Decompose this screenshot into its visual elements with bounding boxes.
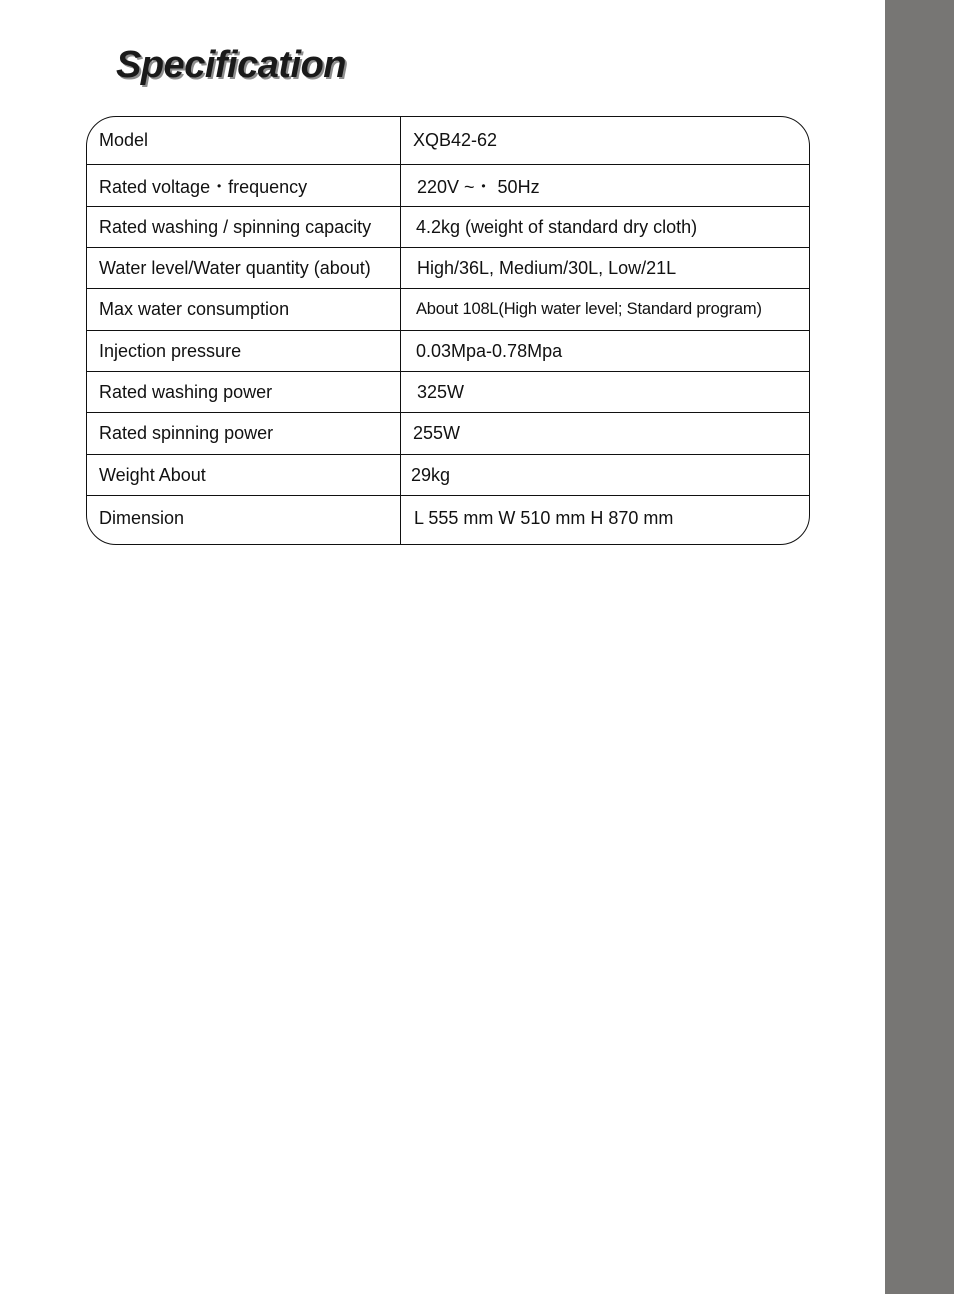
spec-label: Rated washing power xyxy=(99,381,273,402)
spec-value: High/36L, Medium/30L, Low/21L xyxy=(417,257,677,278)
table-row xyxy=(87,372,809,413)
side-bar xyxy=(885,0,954,1294)
table-row xyxy=(87,455,809,496)
spec-label: Model xyxy=(99,130,149,150)
spec-table xyxy=(86,116,810,545)
spec-value: About 108L(High water level; Standard program) xyxy=(416,300,762,318)
spec-label: Weight About xyxy=(99,464,206,485)
table-row xyxy=(87,207,809,248)
spec-value: 4.2kg (weight of standard dry cloth) xyxy=(416,216,698,237)
spec-value: L 555 mm W 510 mm H 870 mm xyxy=(414,507,674,528)
table-row xyxy=(87,289,809,331)
spec-value: 325W xyxy=(417,381,465,402)
table-row xyxy=(87,331,809,372)
page-title: Specification xyxy=(116,44,346,86)
spec-label: Injection pressure xyxy=(99,340,242,361)
table-row xyxy=(87,413,809,455)
spec-value: 0.03Mpa-0.78Mpa xyxy=(416,340,563,361)
spec-value: XQB42-62 xyxy=(413,130,498,150)
table-row xyxy=(87,496,809,544)
spec-label: Max water consumption xyxy=(99,299,290,319)
spec-label: Water level/Water quantity (about) xyxy=(99,257,371,278)
table-row xyxy=(87,165,809,207)
table-row xyxy=(87,248,809,289)
spec-label: Rated washing / spinning capacity xyxy=(99,216,372,237)
spec-label: Rated voltage・frequency xyxy=(99,176,308,197)
table-row xyxy=(87,117,809,165)
spec-label: Rated spinning power xyxy=(99,423,274,443)
spec-label: Dimension xyxy=(99,507,185,528)
spec-value: 255W xyxy=(413,423,461,443)
spec-value: 220V ~・ 50Hz xyxy=(417,176,540,197)
spec-value: 29kg xyxy=(411,464,451,485)
